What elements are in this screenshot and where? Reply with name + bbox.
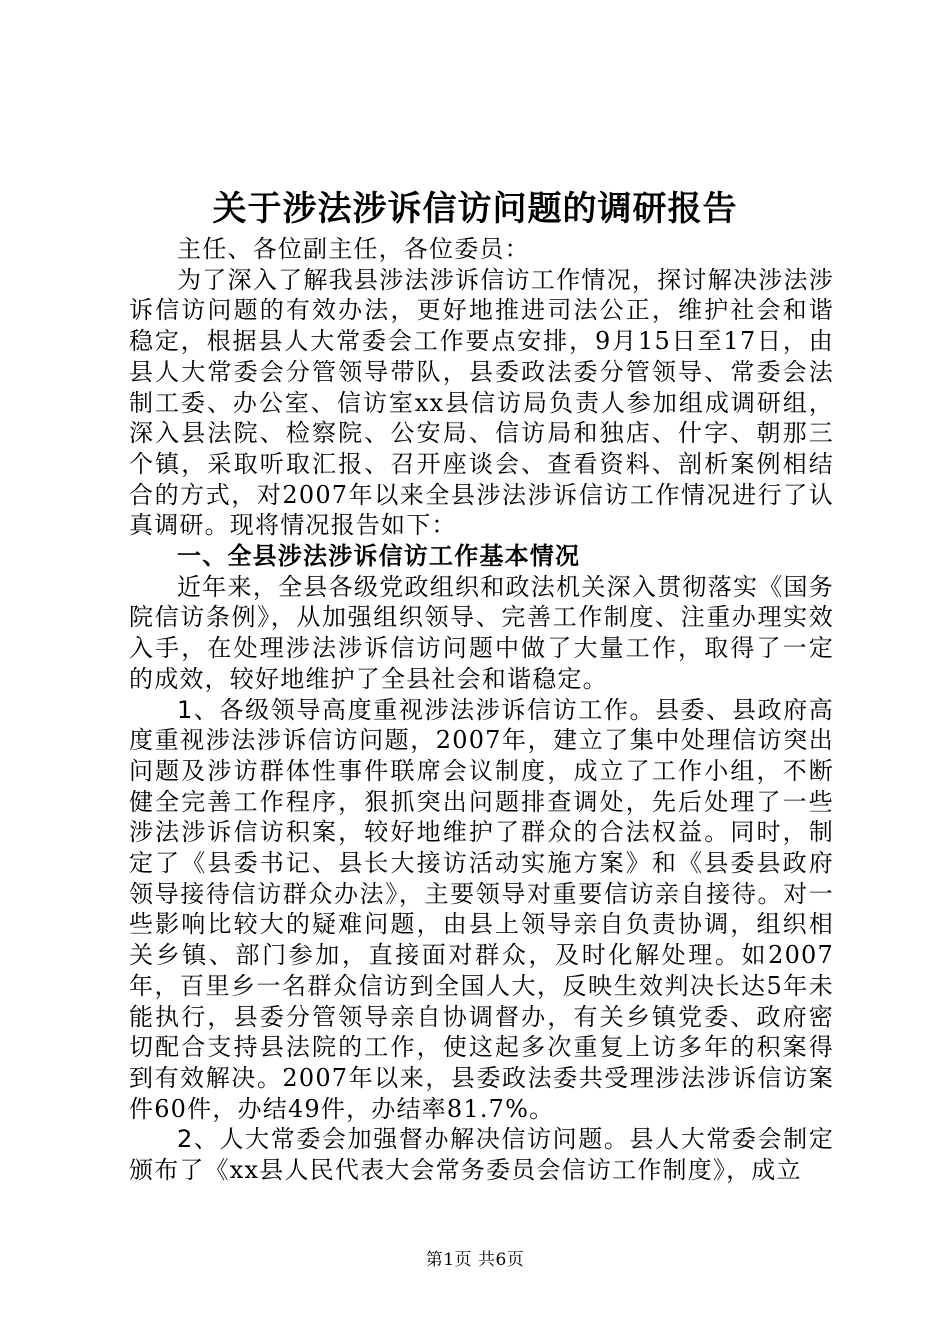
item-body-2: 县人大常委会制定颁布了《xx县人民代表大会常务委员会信访工作制度》，成立 (129, 1125, 834, 1185)
document-body (129, 234, 834, 1186)
item-lead-1: 1、各级领导高度重视涉法涉诉信访工作。 (177, 695, 656, 724)
intro-paragraph: 为了深入了解我县涉法涉诉信访工作情况，探讨解决涉法涉诉信访问题的有效办法，更好地推进司法公正，维护社会和谐稳定，根据县人大常委会工作要点安排，9月15日至17日，由县人大常委会分管领导带队，县委政法委分管领导、常委会法制工委、办公室、信访室xx县信访局负责人参加组成调研组，深入县法院、检察院、公安局、信访局和独店、什字、朝那三个镇，采取听取汇报、召开座谈会、查看资料、剖析案例相结合的方式，对2007年以来全县涉法涉诉信访工作情况进行了认真调研。现将情况报告如下： (129, 265, 834, 540)
item-paragraph-1 (129, 695, 834, 1125)
item-paragraph-2 (129, 1124, 834, 1185)
page-footer: 第1页 共6页 (425, 1250, 525, 1270)
item-lead-2: 2、人大常委会加强督办解决信访问题。 (177, 1125, 630, 1154)
section-heading: 一、全县涉法涉诉信访工作基本情况 (177, 542, 581, 571)
salutation: 主任、各位副主任，各位委员： (177, 235, 530, 263)
item-body-1: 县委、县政府高度重视涉法涉诉信访问题，2007年，建立了集中处理信访突出问题及涉访群体性事件联席会议制度，成立了工作小组，不断健全完善工作程序，狠抓突出问题排查调处，先后处理了一些涉法涉诉信访积案，较好地维护了群众的合法权益。同时，制定了《县委书记、县长大接访活动实施方案》和《县委县政府领导接待信访群众办法》，主要领导对重要信访亲自接待。对一些影响比较大的疑难问题，由县上领导亲自负责协调，组织相关乡镇、部门参加，直接面对群众，及时化解处理。如2007年，百里乡一名群众信访到全国人大，反映生效判决长达5年未能执行，县委分管领导亲自协调督办，有关乡镇党委、政府密切配合支持县法院的工作，使这起多次重复上访多年的积案得到有效解决。2007年以来，县委政法委共受理涉法涉诉信访案件60件，办结49件，办结率81.7%。 (129, 695, 834, 1123)
document-title: 关于涉法涉诉信访问题的调研报告 (212, 189, 738, 229)
section-paragraph: 近年来，全县各级党政组织和政法机关深入贯彻落实《国务院信访条例》，从加强组织领导、完善工作制度、注重办理实效入手，在处理涉法涉诉信访问题中做了大量工作，取得了一定的成效，较好地维护了全县社会和谐稳定。 (129, 572, 834, 693)
